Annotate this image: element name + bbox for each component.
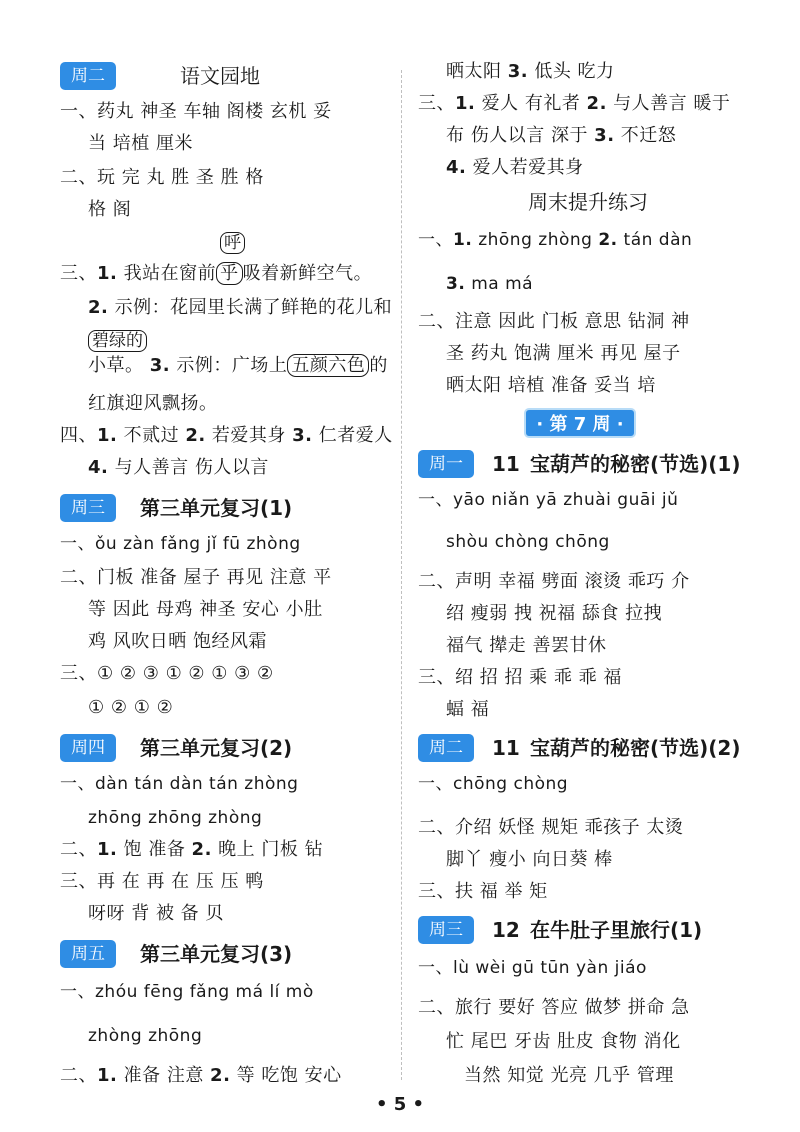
- answer-line: 格 阁: [88, 199, 132, 220]
- weekend-practice-title: 周末提升练习: [528, 190, 648, 214]
- page-number: • 5 •: [375, 1094, 425, 1115]
- answer-line: 三、① ② ③ ① ② ① ③ ②: [60, 663, 274, 684]
- insertion-annotation: 碧绿的: [88, 330, 147, 352]
- section-header-tuesday-2: [418, 734, 758, 764]
- answer-line: 二、1. 饱 准备 2. 晚上 门板 钻: [60, 839, 324, 860]
- marked-word: 五颜六色: [287, 354, 369, 377]
- answer-line: 晒太阳 培植 准备 妥当 培: [446, 375, 656, 396]
- answer-line: 二、介绍 妖怪 规矩 乖孩子 太烫: [418, 817, 684, 838]
- answer-line: 二、玩 完 丸 胜 圣 胜 格: [60, 167, 264, 188]
- day-badge: 周三: [418, 916, 474, 944]
- pinyin-line: zhòng zhōng: [88, 1026, 203, 1046]
- answer-line: 二、声明 幸福 劈面 滚烫 乖巧 介: [418, 571, 690, 592]
- section-header-tuesday: [60, 62, 400, 92]
- answer-line: 三、1. 我站在窗前 乎 吸着新鲜空气。: [60, 263, 373, 284]
- answer-line: 圣 药丸 饱满 厘米 再见 屋子: [446, 343, 681, 364]
- answer-line: 二、注意 因此 门板 意思 钻洞 神: [418, 311, 690, 332]
- answer-line: 三、扶 福 举 矩: [418, 881, 548, 902]
- answer-line: 忙 尾巴 牙齿 肚皮 食物 消化: [446, 1031, 681, 1052]
- answer-line: 一、药丸 神圣 车轴 阁楼 玄机 妥: [60, 101, 332, 122]
- section-title: 语文园地: [180, 64, 260, 88]
- answer-line: 三、1. 爱人 有礼者 2. 与人善言 暖于: [418, 93, 731, 114]
- day-badge: 周一: [418, 450, 474, 478]
- answer-line: ① ② ① ②: [88, 697, 174, 718]
- answer-line: 福气 撵走 善罢甘休: [446, 635, 607, 656]
- answer-line: 鸡 风吹日晒 饱经风霜: [88, 631, 267, 652]
- pinyin-line: 一、lù wèi gū tūn yàn jiáo: [418, 958, 647, 978]
- day-badge: 周二: [418, 734, 474, 762]
- answer-line: 四、1. 不贰过 2. 若爱其身 3. 仁者爱人: [60, 425, 393, 446]
- answer-line: 红旗迎风飘扬。: [88, 393, 218, 414]
- lesson-number: 11: [492, 452, 520, 476]
- pinyin-line: 一、zhóu fēng fǎng má lí mò: [60, 982, 314, 1002]
- pinyin-line: 一、dàn tán dàn tán zhòng: [60, 774, 299, 794]
- day-badge: 周五: [60, 940, 116, 968]
- answer-line: 呀呀 背 被 备 贝: [88, 903, 224, 924]
- marked-char: 乎: [216, 262, 243, 285]
- day-badge: 周三: [60, 494, 116, 522]
- answer-line: 二、门板 准备 屋子 再见 注意 平: [60, 567, 332, 588]
- week-7-banner: · 第 7 周 ·: [524, 408, 636, 438]
- section-title: 宝葫芦的秘密(节选)(2): [530, 736, 741, 760]
- pinyin-line: 一、1. zhōng zhòng 2. tán dàn: [418, 230, 693, 250]
- section-header-wednesday: [60, 494, 400, 524]
- lesson-number: 11: [492, 736, 520, 760]
- section-title: 第三单元复习(2): [140, 736, 293, 760]
- section-title: 在牛肚子里旅行(1): [530, 918, 703, 942]
- answer-line: 蝠 福: [446, 699, 490, 720]
- section-header-monday: [418, 450, 758, 480]
- answer-line: 4. 爱人若爱其身: [446, 157, 584, 178]
- answer-line: 晒太阳 3. 低头 吃力: [446, 61, 615, 82]
- pinyin-line: shòu chòng chōng: [446, 532, 610, 552]
- pinyin-line: 3. ma má: [446, 274, 534, 294]
- pinyin-line: 一、ǒu zàn fǎng jǐ fū zhòng: [60, 534, 301, 554]
- section-title: 第三单元复习(1): [140, 496, 293, 520]
- correction-annotation: 呼: [220, 232, 245, 254]
- answer-line: 三、绍 招 招 乘 乖 乖 福: [418, 667, 622, 688]
- answer-line: 绍 瘦弱 拽 祝福 舔食 拉拽: [446, 603, 663, 624]
- answer-line: 当然 知觉 光亮 几乎 管理: [464, 1065, 674, 1086]
- section-title: 宝葫芦的秘密(节选)(1): [530, 452, 741, 476]
- pinyin-line: 一、chōng chòng: [418, 774, 569, 794]
- answer-line: 2. 示例：花园里长满了鲜艳的花儿和: [88, 297, 393, 318]
- lesson-number: 12: [492, 918, 520, 942]
- pinyin-line: zhōng zhōng zhòng: [88, 808, 263, 828]
- answer-line: 4. 与人善言 伤人以言: [88, 457, 269, 478]
- day-badge: 周二: [60, 62, 116, 90]
- section-title: 第三单元复习(3): [140, 942, 293, 966]
- section-header-friday: [60, 940, 400, 970]
- pinyin-line: 一、yāo niǎn yā zhuài guāi jǔ: [418, 490, 679, 510]
- section-header-thursday: [60, 734, 400, 764]
- answer-line: 当 培植 厘米: [88, 133, 193, 154]
- answer-line: 二、1. 准备 注意 2. 等 吃饱 安心: [60, 1065, 342, 1086]
- answer-line: 等 因此 母鸡 神圣 安心 小肚: [88, 599, 323, 620]
- column-divider: [401, 70, 402, 1080]
- section-header-wednesday-2: [418, 916, 758, 946]
- day-badge: 周四: [60, 734, 116, 762]
- answer-line: 三、再 在 再 在 压 压 鸭: [60, 871, 264, 892]
- answer-line: 脚丫 瘦小 向日葵 棒: [446, 849, 613, 870]
- answer-line: 小草。 3. 示例：广场上 五颜六色 的: [88, 355, 388, 376]
- answer-line: 二、旅行 要好 答应 做梦 拼命 急: [418, 997, 690, 1018]
- answer-line: 布 伤人以言 深于 3. 不迁怒: [446, 125, 677, 146]
